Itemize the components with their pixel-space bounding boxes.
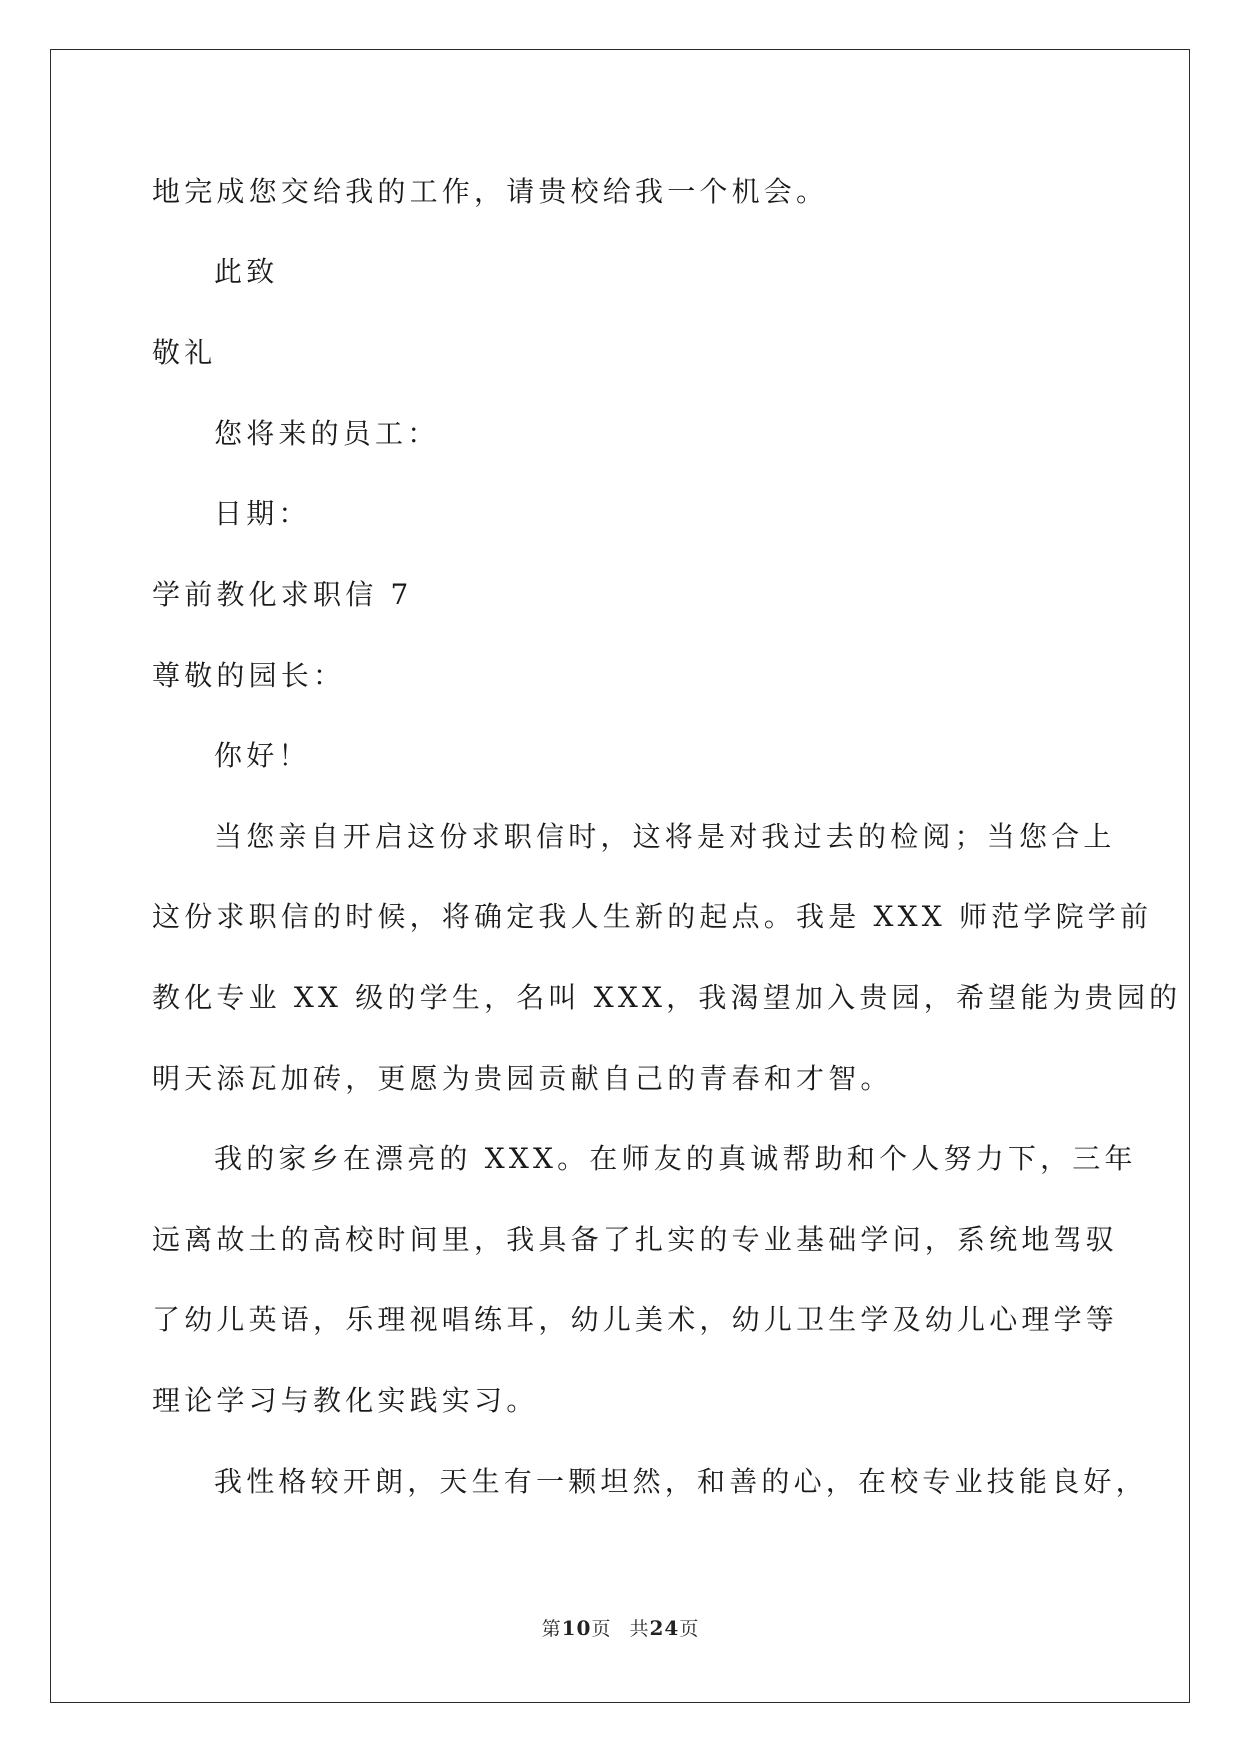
text-line: 地完成您交给我的工作，请贵校给我一个机会。 <box>152 175 829 208</box>
text-line: 我性格较开朗，天生有一颗坦然，和善的心，在校专业技能良好， <box>214 1465 1148 1498</box>
text-line: 当您亲自开启这份求职信时，这将是对我过去的检阅；当您合上 <box>214 820 1116 853</box>
total-page-count: 24 <box>649 1616 680 1640</box>
date-label: 日期： <box>214 497 311 530</box>
page-footer <box>0 1616 1241 1641</box>
section-heading: 学前教化求职信 7 <box>152 578 413 611</box>
footer-total-suffix: 页 <box>679 1618 700 1640</box>
footer-prefix: 第 <box>541 1618 562 1640</box>
text-line: 理论学习与教化实践实习。 <box>152 1384 539 1417</box>
text-line: 远离故土的高校时间里，我具备了扎实的专业基础学问，系统地驾驭 <box>152 1223 1119 1256</box>
page-border <box>50 49 1190 1703</box>
closing-salutation: 此致 <box>214 255 279 288</box>
salutation: 尊敬的园长： <box>152 659 346 692</box>
text-line: 我的家乡在漂亮的 XXX。在师友的真诚帮助和个人努力下，三年 <box>214 1142 1137 1175</box>
text-line: 了幼儿英语，乐理视唱练耳，幼儿美术，幼儿卫生学及幼儿心理学等 <box>152 1303 1119 1336</box>
current-page-number: 10 <box>561 1616 592 1640</box>
footer-total-prefix: 共 <box>629 1618 650 1640</box>
text-line: 这份求职信的时候，将确定我人生新的起点。我是 XXX 师范学院学前 <box>152 900 1153 933</box>
footer-page-suffix: 页 <box>591 1618 612 1640</box>
closing-regards: 敬礼 <box>152 336 217 369</box>
text-line: 教化专业 XX 级的学生，名叫 XXX，我渴望加入贵园，希望能为贵园的 <box>152 981 1182 1014</box>
text-line: 明天添瓦加砖，更愿为贵园贡献自己的青春和才智。 <box>152 1062 893 1095</box>
greeting: 你好！ <box>214 739 311 772</box>
signature-label: 您将来的员工： <box>214 417 440 450</box>
